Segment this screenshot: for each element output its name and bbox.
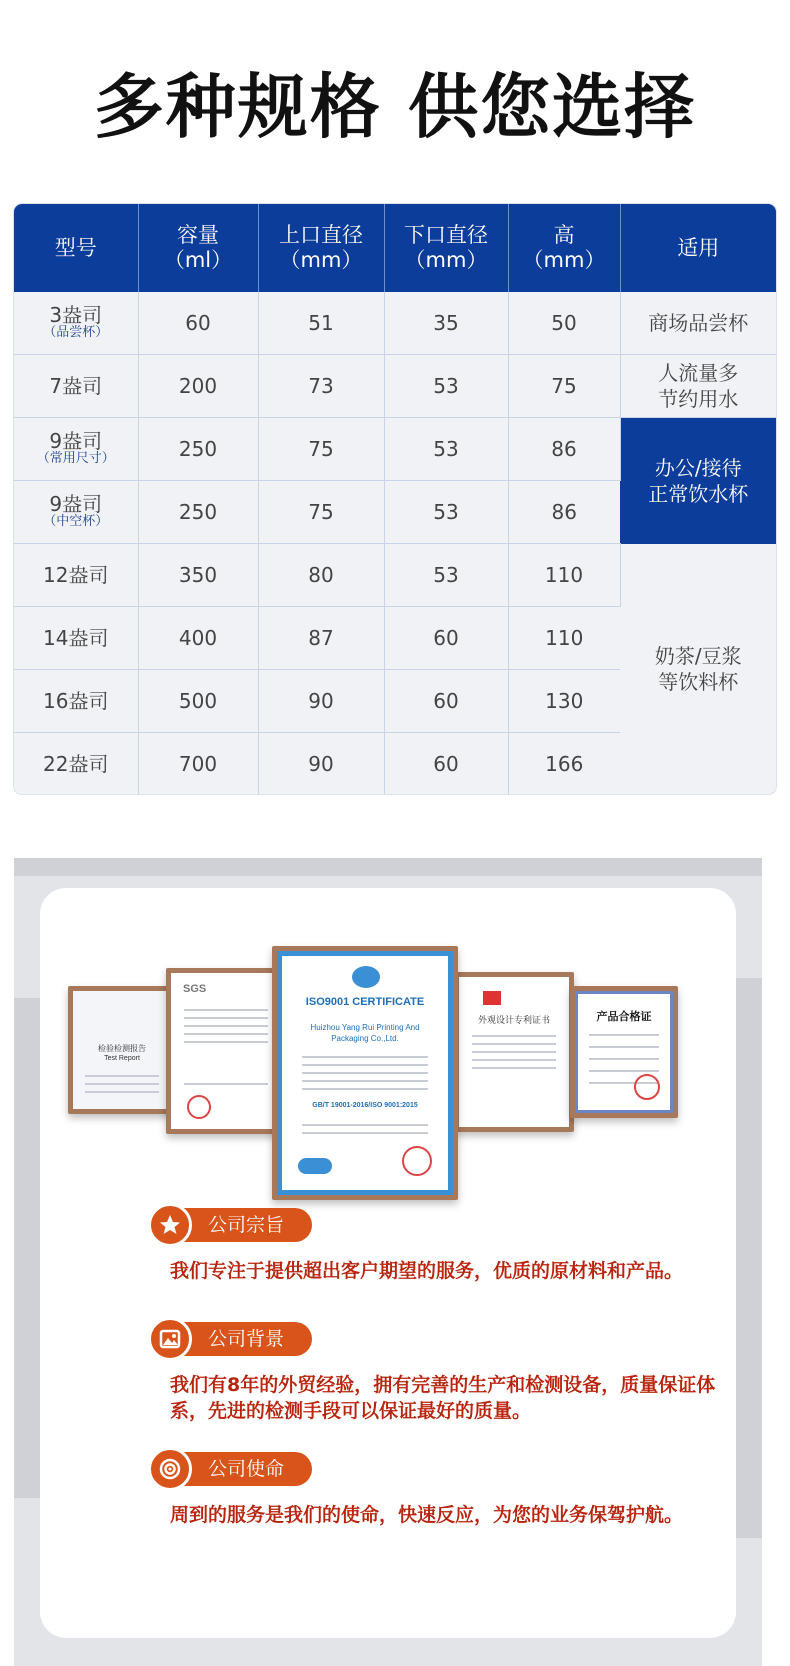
spec-table-container xyxy=(14,204,776,794)
cell-model: 9盎司 （中空杯） xyxy=(14,481,138,544)
background-beam xyxy=(14,998,40,1498)
header-capacity: 容量 （ml） xyxy=(138,204,258,292)
iso-logo-icon xyxy=(352,966,380,988)
cell-top-diameter: 87 xyxy=(258,607,384,670)
cell-capacity: 250 xyxy=(138,481,258,544)
cell-usage: 办公/接待 正常饮水杯 xyxy=(620,418,776,544)
cell-model: 22盎司 xyxy=(14,733,138,795)
accreditation-logo-icon xyxy=(298,1158,332,1174)
cell-top-diameter: 90 xyxy=(258,733,384,795)
vision-pill xyxy=(152,1452,312,1486)
iso-certificate xyxy=(272,946,458,1200)
background-pill xyxy=(152,1322,312,1356)
vision-label: 公司使命 xyxy=(208,1458,285,1480)
cell-model: 3盎司 （品尝杯） xyxy=(14,292,138,355)
cell-bottom-diameter: 53 xyxy=(384,481,508,544)
cell-height: 75 xyxy=(508,355,620,418)
cell-bottom-diameter: 53 xyxy=(384,418,508,481)
cell-bottom-diameter: 35 xyxy=(384,292,508,355)
cell-top-diameter: 51 xyxy=(258,292,384,355)
mission-pill xyxy=(152,1208,312,1242)
seal-icon xyxy=(402,1146,432,1176)
certificate-title: 检验检测报告 xyxy=(98,1044,146,1053)
table-header-row xyxy=(14,204,776,292)
table-row xyxy=(14,544,776,607)
header-bottom-diameter: 下口直径 （mm） xyxy=(384,204,508,292)
cell-bottom-diameter: 53 xyxy=(384,544,508,607)
company-card xyxy=(40,888,736,1638)
cell-capacity: 200 xyxy=(138,355,258,418)
cell-capacity: 400 xyxy=(138,607,258,670)
cell-capacity: 700 xyxy=(138,733,258,795)
page-headline: 多种规格 供您选择 xyxy=(93,66,697,148)
cell-height: 110 xyxy=(508,544,620,607)
cell-height: 50 xyxy=(508,292,620,355)
quality-certificate xyxy=(570,986,678,1118)
cell-height: 86 xyxy=(508,418,620,481)
cell-top-diameter: 73 xyxy=(258,355,384,418)
header-top-diameter: 上口直径 （mm） xyxy=(258,204,384,292)
certificate-title: ISO9001 CERTIFICATE xyxy=(305,996,425,1008)
sgs-certificate xyxy=(166,968,286,1134)
vision-text: 周到的服务是我们的使命，快速反应，为您的业务保驾护航。 xyxy=(170,1504,684,1526)
header-height: 高 （mm） xyxy=(508,204,620,292)
patent-certificate xyxy=(454,972,574,1132)
cell-top-diameter: 80 xyxy=(258,544,384,607)
cell-usage: 商场品尝杯 xyxy=(620,292,776,355)
cell-height: 86 xyxy=(508,481,620,544)
spec-table xyxy=(14,204,776,794)
certificate-subtitle: Test Report xyxy=(104,1055,140,1062)
image-icon xyxy=(148,1317,192,1361)
background-text: 我们有8年的外贸经验，拥有完善的生产和检测设备，质量保证体系，先进的检测手段可以保证最好的质量。 xyxy=(170,1374,716,1422)
cell-top-diameter: 75 xyxy=(258,481,384,544)
cell-usage: 人流量多 节约用水 xyxy=(620,355,776,418)
cell-height: 110 xyxy=(508,607,620,670)
cell-bottom-diameter: 53 xyxy=(384,355,508,418)
cell-model: 9盎司 （常用尺寸） xyxy=(14,418,138,481)
cell-bottom-diameter: 60 xyxy=(384,670,508,733)
table-row xyxy=(14,355,776,418)
star-icon xyxy=(148,1203,192,1247)
cell-model: 7盎司 xyxy=(14,355,138,418)
cell-capacity: 60 xyxy=(138,292,258,355)
cell-bottom-diameter: 60 xyxy=(384,733,508,795)
seal-icon xyxy=(187,1095,211,1119)
cell-model: 16盎司 xyxy=(14,670,138,733)
cell-capacity: 350 xyxy=(138,544,258,607)
certificate-section xyxy=(14,858,762,1666)
certificate-title: 产品合格证 xyxy=(596,1011,652,1023)
certificate-company: Huizhou Yang Rui Printing And Packaging Co.,Ltd. xyxy=(310,1023,420,1043)
certificate-title: SGS xyxy=(183,983,207,995)
background-beam xyxy=(14,858,762,876)
seal-icon xyxy=(634,1074,660,1100)
table-row xyxy=(14,418,776,481)
cell-top-diameter: 75 xyxy=(258,418,384,481)
emblem-icon xyxy=(483,991,501,1005)
background-beam xyxy=(736,978,762,1538)
cell-height: 130 xyxy=(508,670,620,733)
cell-bottom-diameter: 60 xyxy=(384,607,508,670)
cell-model: 12盎司 xyxy=(14,544,138,607)
header-model: 型号 xyxy=(14,204,138,292)
test-report-certificate xyxy=(68,986,176,1114)
cell-capacity: 250 xyxy=(138,418,258,481)
cell-height: 166 xyxy=(545,752,584,776)
background-label: 公司背景 xyxy=(208,1328,285,1350)
header-usage: 适用 xyxy=(620,204,776,292)
table-row xyxy=(14,292,776,355)
mission-text: 我们专注于提供超出客户期望的服务，优质的原材料和产品。 xyxy=(170,1260,684,1282)
mission-label: 公司宗旨 xyxy=(208,1214,285,1236)
certificate-title: 外观设计专利证书 xyxy=(477,1015,550,1025)
target-icon xyxy=(148,1447,192,1491)
cell-usage: 奶茶/豆浆 等饮料杯 xyxy=(654,644,742,695)
cell-capacity: 500 xyxy=(138,670,258,733)
cell-model: 14盎司 xyxy=(14,607,138,670)
certificate-standard: GB/T 19001-2016/ISO 9001:2015 xyxy=(312,1102,418,1109)
cell-top-diameter: 90 xyxy=(258,670,384,733)
